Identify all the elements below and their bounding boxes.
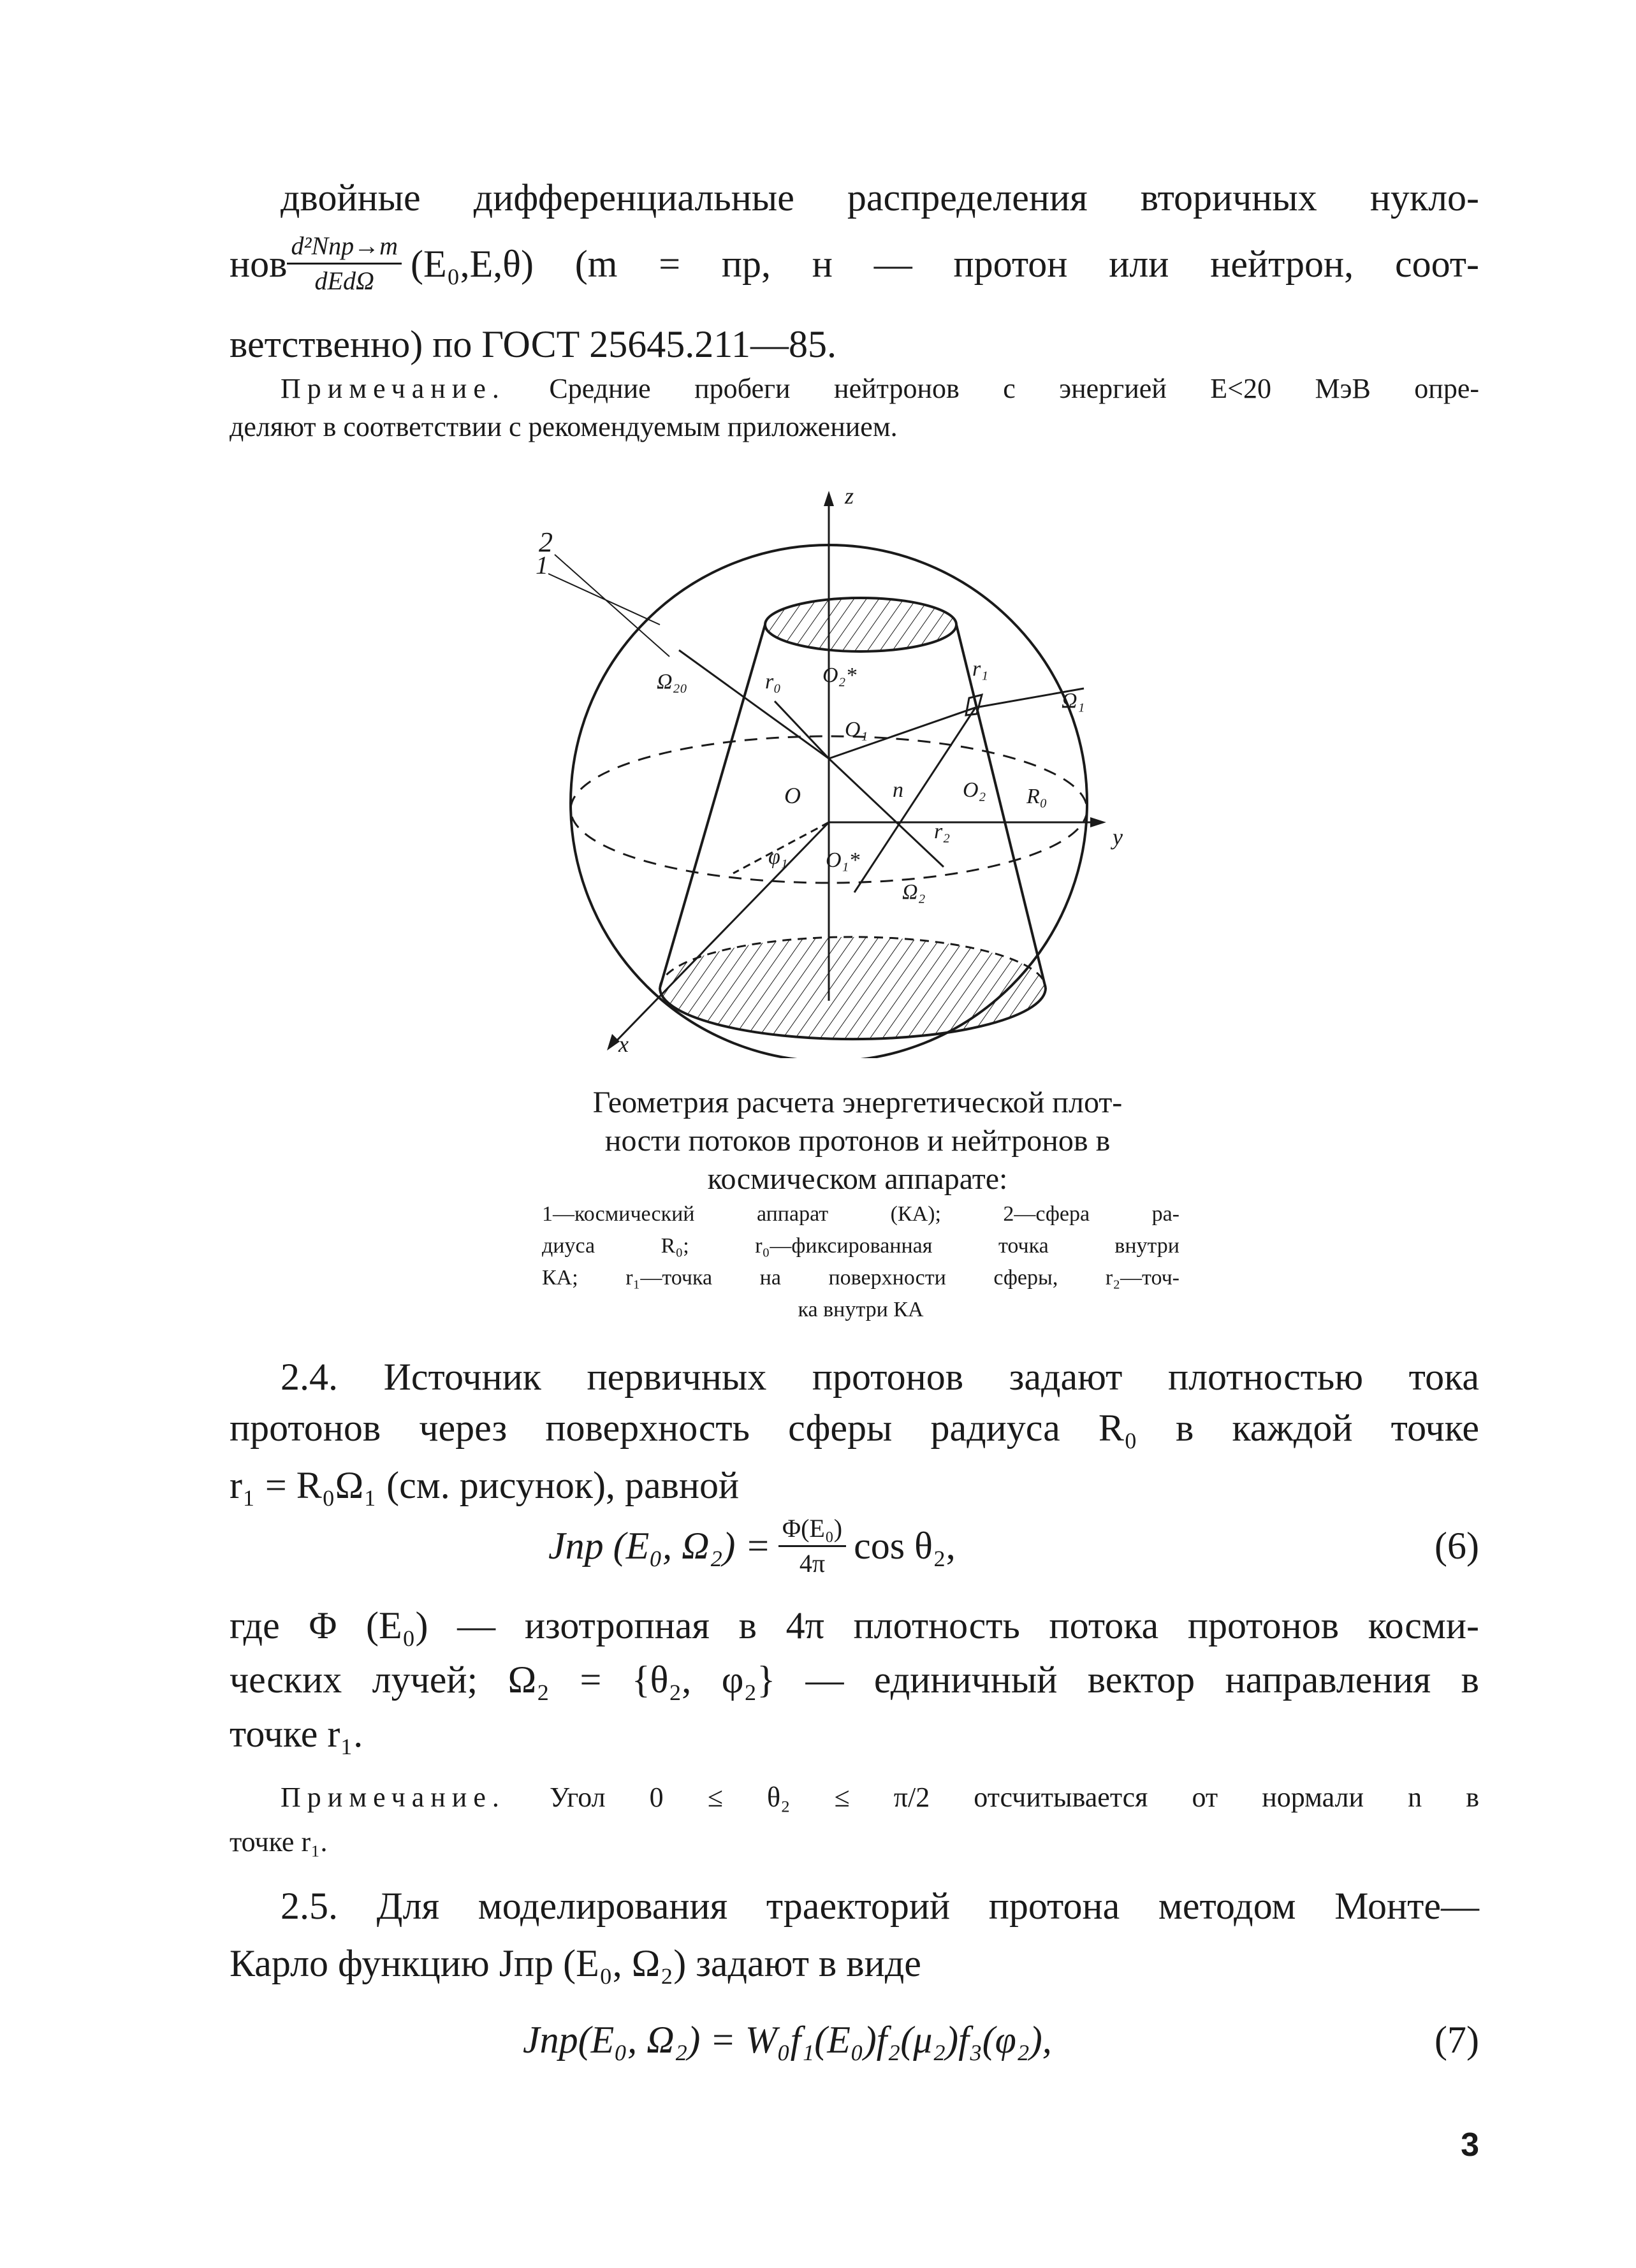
label-omega1: Ω₁	[1062, 689, 1085, 713]
top-fraction	[287, 229, 402, 298]
label-r1: r₁	[972, 657, 989, 681]
label-x: x	[618, 1031, 629, 1057]
top-line-3: ветственно) по ГОСТ 25645.211—85.	[230, 323, 837, 365]
eq6-lhs: Jпр (E₀, Ω₂) =	[548, 1525, 771, 1567]
label-omega20: Ω₂₀	[657, 670, 688, 694]
label-R0: R₀	[1026, 785, 1048, 808]
frustum-top	[765, 598, 956, 651]
label-r0: r₀	[765, 670, 782, 694]
sec25-line-2: Карло функцию Jпр (E₀, Ω₂) задают в виде	[230, 1942, 921, 1984]
caption-title-line-2: ности потоков протонов и нейтронов в	[604, 1124, 1111, 1158]
eq6-den: 4π	[799, 1548, 826, 1578]
label-z: z	[845, 484, 854, 509]
top-line-2-args: (E₀,E,θ) (m = пр, н — протон или нейтрон, соот-	[411, 242, 1479, 285]
sec24-line-5: ческих лучей; Ω₂ = {θ₂, φ₂} — единичный вектор направления в	[230, 1659, 1479, 1701]
eq6-fraction	[778, 1512, 846, 1580]
caption-legend-line-4: ка внутри КА	[798, 1298, 924, 1321]
note1-line-2: деляют в соответствии с рекомендуемым приложением.	[230, 411, 898, 442]
geometry-figure	[523, 484, 1160, 1058]
z-axis-arrow	[824, 491, 834, 506]
label-o1: O₁	[845, 718, 868, 741]
note2-label: Примечание.	[281, 1782, 506, 1813]
top-line-2-prefix: нов	[230, 242, 288, 285]
equation-6	[548, 1511, 956, 1581]
label-y: y	[1113, 824, 1123, 850]
label-o2star: O₂*	[822, 664, 857, 687]
eq6-num: Φ(E₀)	[778, 1512, 846, 1547]
eq7-number: (7)	[1435, 2019, 1479, 2061]
top-fraction-den: dEdΩ	[314, 266, 374, 295]
top-line-2	[230, 229, 1479, 298]
equation-7: Jпр(E₀, Ω₂) = W₀f₁(E₀)f₂(μ₂)f₃(φ₂),	[523, 2019, 1052, 2061]
frustum-bottom-back	[660, 937, 1046, 988]
label-o: O	[784, 783, 801, 808]
equation-7-row	[230, 2008, 1479, 2072]
eq6-rhs: cos θ₂,	[854, 1525, 956, 1567]
label-1: 1	[536, 551, 548, 579]
page-number: 3	[1461, 2126, 1479, 2163]
label-n: n	[893, 778, 903, 802]
leader-2	[555, 555, 669, 657]
label-2: 2	[539, 527, 553, 558]
sec24-line-6: точке r₁.	[230, 1713, 363, 1755]
leader-1	[548, 574, 660, 625]
label-o2: O₂	[963, 778, 986, 802]
vector-r0	[775, 701, 829, 759]
caption-title-line-1: Геометрия расчета энергетической плот-	[592, 1086, 1123, 1119]
label-omega2: Ω₂	[902, 880, 926, 904]
equation-6-row	[230, 1511, 1479, 1581]
top-fraction-num: d²Nпр→m	[287, 229, 402, 265]
sec24-line-2: протонов через поверхность сферы радиуса R₀ в каждой точке	[230, 1407, 1479, 1449]
note2-line-1	[281, 1778, 1479, 1817]
caption-title-line-3: космическом аппарате:	[707, 1162, 1008, 1196]
top-line-1: двойные дифференциальные распределения вторичных нукло-	[281, 177, 1479, 219]
y-axis-arrow	[1090, 817, 1106, 827]
eq6-number: (6)	[1435, 1525, 1479, 1567]
label-o1star: O₁*	[826, 848, 860, 872]
sec24-line-3: r₁ = R₀Ω₁ (см. рисунок), равной	[230, 1464, 740, 1506]
note1-label: Примечание.	[281, 373, 506, 404]
note1-text: Средние пробеги нейтронов с энергией E<20 МэВ опре-	[549, 373, 1480, 404]
caption-legend-line-1: 1—космический аппарат (КА); 2—сфера ра-	[542, 1202, 1180, 1226]
caption-legend	[542, 1198, 1180, 1326]
sec25-line-1: 2.5. Для моделирования траекторий протона методом Монте—	[281, 1885, 1479, 1927]
note1-line-1	[281, 370, 1479, 408]
sec24-line-1: 2.4. Источник первичных протонов задают плотностью тока	[281, 1356, 1479, 1398]
sec24-line-4: где Φ (E₀) — изотропная в 4π плотность потока протонов косми-	[230, 1604, 1479, 1646]
caption-legend-line-2: диуса R₀; r₀—фиксированная точка внутри	[542, 1234, 1180, 1258]
caption-legend-line-3: КА; r₁—точка на поверхности сферы, r₂—точ-	[542, 1266, 1180, 1290]
label-r2: r₂	[934, 820, 951, 843]
x-axis-arrow	[607, 1034, 620, 1050]
note2-line-2: точке r₁.	[230, 1826, 328, 1857]
frustum-bottom-front	[660, 988, 1046, 1039]
note2-text: Угол 0 ≤ θ₂ ≤ π/2 отсчитывается от нормали n в	[549, 1782, 1480, 1813]
caption-title	[523, 1084, 1192, 1198]
label-phi1: φ₁	[768, 845, 788, 869]
